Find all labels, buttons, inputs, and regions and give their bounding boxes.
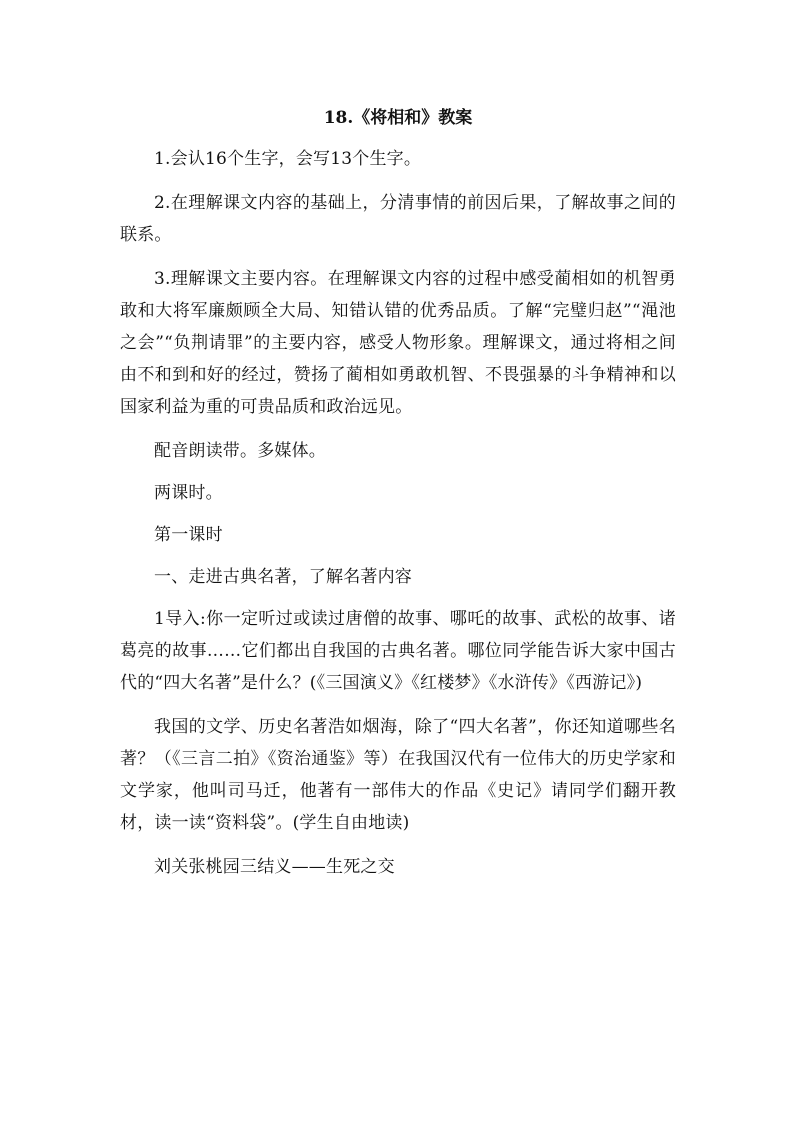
paragraph-classics: 我国的文学、历史名著浩如烟海，除了“四大名著”，你还知道哪些名著？（《三言二拍》《资治通鉴》等）在我国汉代有一位伟大的历史学家和文学家，他叫司马迁，他著有一部伟大的作品《史记》请同学们翻开教材，读一读“资料袋”。(学生自由地读) [120, 717, 676, 833]
paragraph-goal-2: 2.在理解课文内容的基础上，分清事情的前因后果，了解故事之间的联系。 [120, 193, 676, 245]
document-title: 18.《将相和》教案 [323, 108, 473, 128]
paragraph-intro: 1导入:你一定听过或读过唐僧的故事、哪吒的故事、武松的故事、诸葛亮的故事……它们都出自我国的古典名著。哪位同学能告诉大家中国古代的“四大名著”是什么？(《三国演义》《红楼梦》《水浒传》《西游记》) [120, 609, 676, 693]
paragraph-section-heading: 一、走进古典名著，了解名著内容 [154, 567, 412, 587]
paragraph-materials: 配音朗读带。多媒体。 [154, 441, 326, 461]
paragraph-duration: 两课时。 [154, 483, 223, 503]
paragraph-peach-garden: 刘关张桃园三结义——生死之交 [154, 857, 395, 877]
paragraph-first-lesson: 第一课时 [154, 525, 223, 545]
paragraph-goal-1: 1.会认16个生字，会写13个生字。 [154, 149, 422, 169]
paragraph-goal-3: 3.理解课文主要内容。在理解课文内容的过程中感受蔺相如的机智勇敢和大将军廉颇顾全大局、知错认错的优秀品质。了解“完璧归赵”“渑池之会”“负荆请罪”的主要内容，感受人物形象。理解课文，通过将相之间由不和到和好的经过，赞扬了蔺相如勇敢机智、不畏强暴的斗争精神和以国家利益为重的可贵品质和政治远见。 [120, 269, 676, 417]
